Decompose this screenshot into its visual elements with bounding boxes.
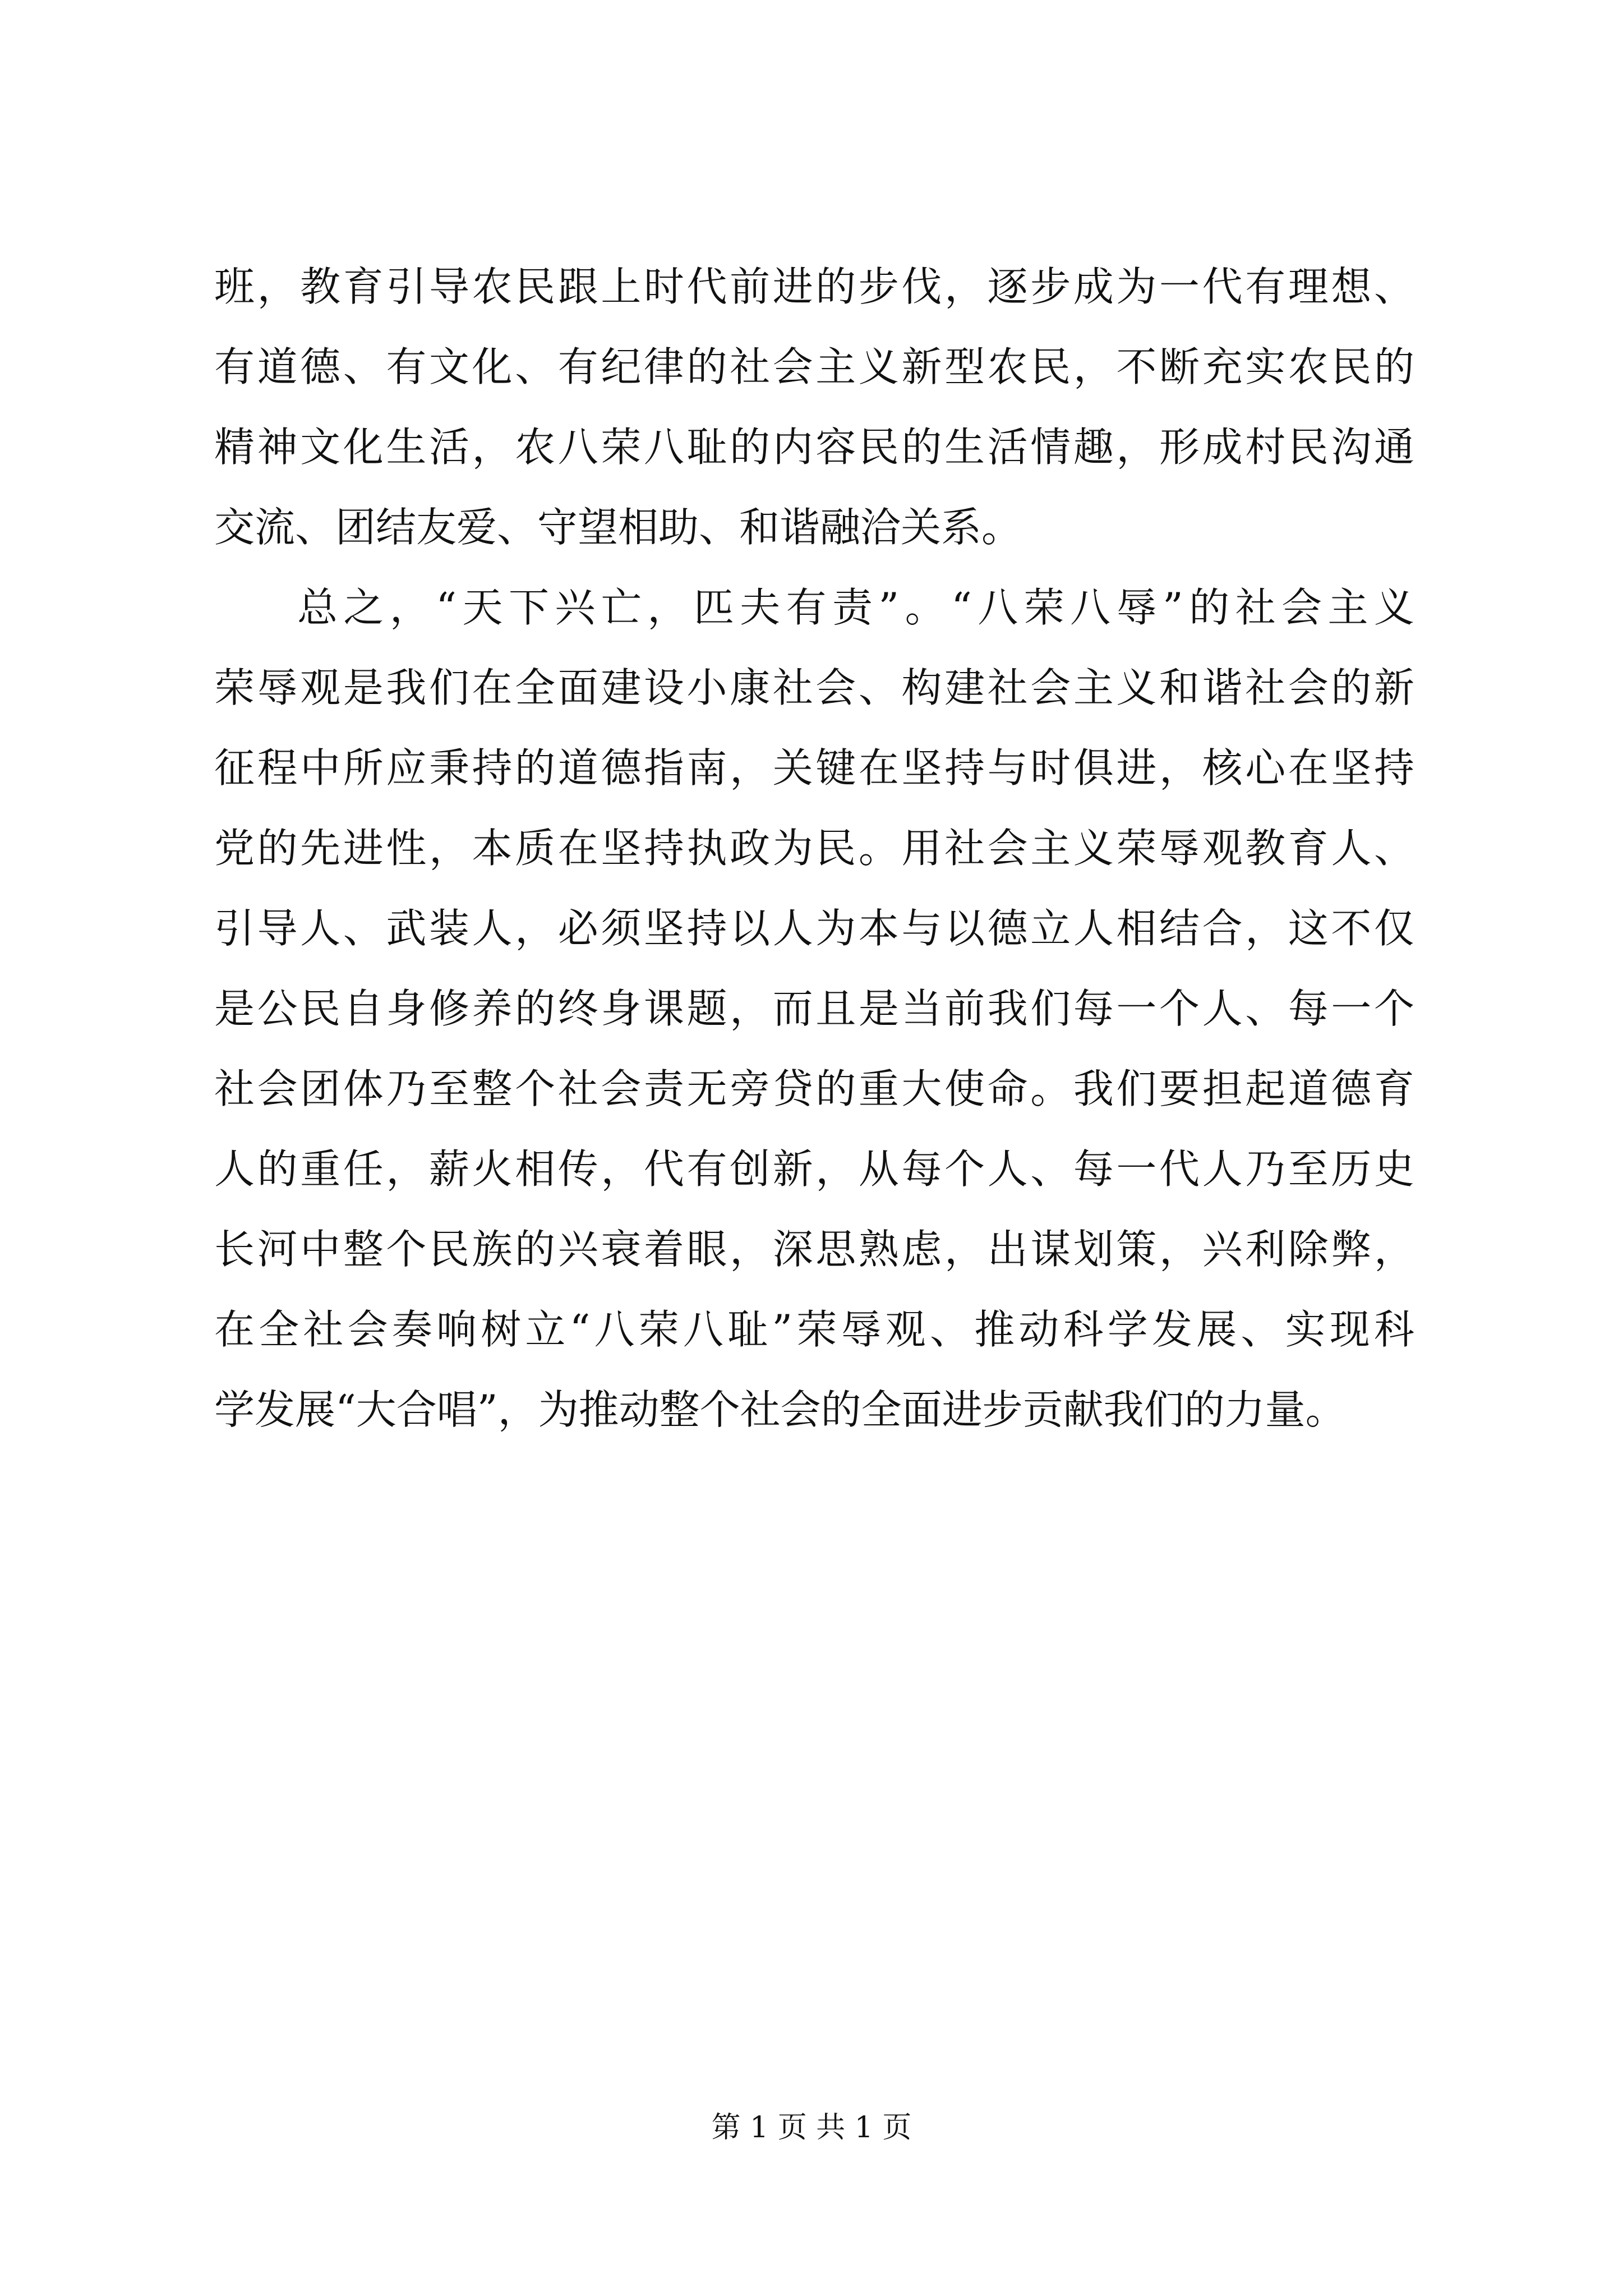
body-text xyxy=(214,247,1414,1450)
text-line: 班，教育引导农民跟上时代前进的步伐，逐步成为一代有理想、 xyxy=(214,263,1414,310)
paragraph-1 xyxy=(214,247,1414,568)
text-line: 学发展“大合唱”，为推动整个社会的全面进步贡献我们的力量。 xyxy=(214,1386,1346,1433)
text-line: 在全社会奏响树立“八荣八耻”荣辱观、推动科学发展、实现科 xyxy=(214,1306,1414,1353)
text-line: 精神文化生活，农八荣八耻的内容民的生活情趣，形成村民沟通 xyxy=(214,424,1414,471)
text-line: 总之，“天下兴亡，匹夫有责”。“八荣八辱”的社会主义 xyxy=(297,584,1414,631)
text-line: 党的先进性，本质在坚持执政为民。用社会主义荣辱观教育人、 xyxy=(214,825,1414,872)
text-line: 社会团体乃至整个社会责无旁贷的重大使命。我们要担起道德育 xyxy=(214,1065,1414,1112)
paragraph-2 xyxy=(214,568,1414,1450)
text-line: 荣辱观是我们在全面建设小康社会、构建社会主义和谐社会的新 xyxy=(214,664,1414,711)
page-number: 第 1 页 共 1 页 xyxy=(711,2111,912,2145)
page-footer xyxy=(0,2108,1623,2147)
text-line: 人的重任，薪火相传，代有创新，从每个人、每一代人乃至历史 xyxy=(214,1145,1414,1193)
text-line: 长河中整个民族的兴衰着眼，深思熟虑，出谋划策，兴利除弊， xyxy=(214,1226,1414,1273)
text-line: 征程中所应秉持的道德指南，关键在坚持与时俱进，核心在坚持 xyxy=(214,744,1414,792)
text-line: 交流、团结友爱、守望相助、和谐融洽关系。 xyxy=(214,504,1022,551)
text-line: 引导人、武装人，必须坚持以人为本与以德立人相结合，这不仅 xyxy=(214,905,1414,952)
text-line: 有道德、有文化、有纪律的社会主义新型农民，不断充实农民的 xyxy=(214,343,1414,390)
text-line: 是公民自身修养的终身课题，而且是当前我们每一个人、每一个 xyxy=(214,985,1414,1032)
